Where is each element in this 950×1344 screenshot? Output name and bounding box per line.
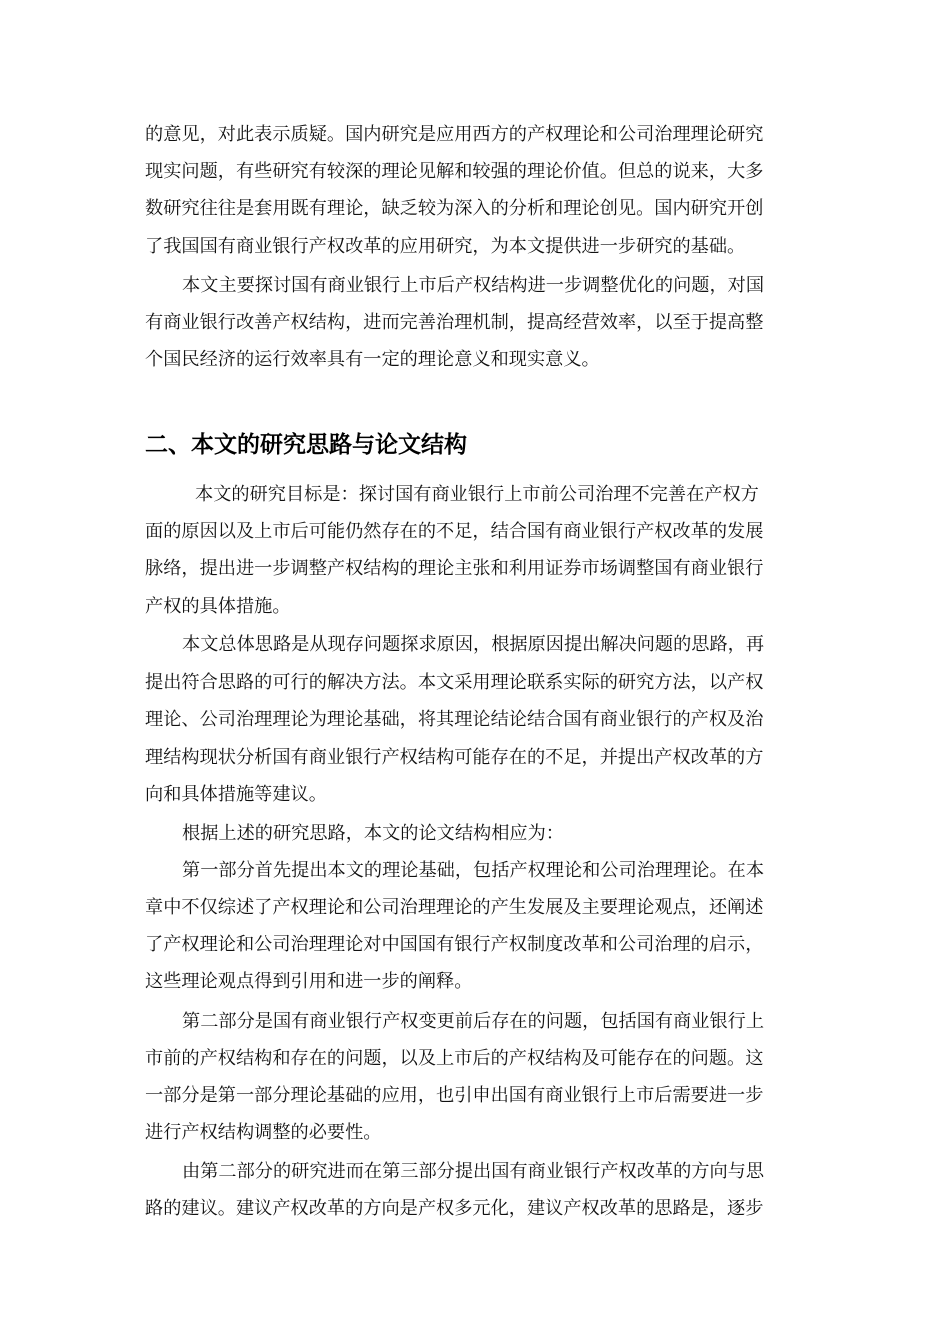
paragraph-line: 进行产权结构调整的必要性。 bbox=[145, 1122, 382, 1143]
paragraph-line: 一部分是第一部分理论基础的应用，也引申出国有商业银行上市后需要进一步 bbox=[145, 1085, 764, 1106]
paragraph-line: 现实问题，有些研究有较深的理论见解和较强的理论价值。但总的说来，大多 bbox=[145, 161, 764, 182]
paragraph-line: 本文总体思路是从现存问题探求原因，根据原因提出解决问题的思路，再 bbox=[182, 634, 765, 655]
paragraph-line: 理结构现状分析国有商业银行产权结构可能存在的不足，并提出产权改革的方 bbox=[145, 747, 764, 768]
paragraph-line: 了产权理论和公司治理理论对中国国有银行产权制度改革和公司治理的启示， bbox=[145, 934, 764, 955]
paragraph-line: 脉络，提出进一步调整产权结构的理论主张和利用证券市场调整国有商业银行 bbox=[145, 558, 764, 579]
paragraph-line: 数研究往往是套用既有理论，缺乏较为深入的分析和理论创见。国内研究开创 bbox=[145, 198, 764, 219]
paragraph-line: 第二部分是国有商业银行产权变更前后存在的问题，包括国有商业银行上 bbox=[182, 1011, 765, 1032]
paragraph-line: 的意见，对此表示质疑。国内研究是应用西方的产权理论和公司治理理论研究 bbox=[145, 124, 764, 145]
paragraph-line: 向和具体措施等建议。 bbox=[145, 784, 327, 805]
paragraph-line: 产权的具体措施。 bbox=[145, 596, 291, 617]
section-heading: 二、本文的研究思路与论文结构 bbox=[145, 432, 467, 458]
paragraph-line: 这些理论观点得到引用和进一步的阐释。 bbox=[145, 971, 473, 992]
paragraph-line: 本文的研究目标是：探讨国有商业银行上市前公司治理不完善在产权方 bbox=[195, 484, 759, 505]
paragraph-line: 路的建议。建议产权改革的方向是产权多元化，建议产权改革的思路是，逐步 bbox=[145, 1198, 764, 1219]
paragraph-line: 本文主要探讨国有商业银行上市后产权结构进一步调整优化的问题，对国 bbox=[182, 275, 765, 296]
paragraph-line: 根据上述的研究思路，本文的论文结构相应为： bbox=[182, 823, 564, 844]
paragraph-line: 提出符合思路的可行的解决方法。本文采用理论联系实际的研究方法，以产权 bbox=[145, 672, 764, 693]
paragraph-line: 面的原因以及上市后可能仍然存在的不足，结合国有商业银行产权改革的发展 bbox=[145, 521, 764, 542]
paragraph-line: 了我国国有商业银行产权改革的应用研究，为本文提供进一步研究的基础。 bbox=[145, 236, 746, 257]
paragraph-line: 有商业银行改善产权结构，进而完善治理机制，提高经营效率，以至于提高整 bbox=[145, 312, 764, 333]
paragraph-line: 由第二部分的研究进而在第三部分提出国有商业银行产权改革的方向与思 bbox=[182, 1161, 765, 1182]
paragraph-line: 市前的产权结构和存在的问题，以及上市后的产权结构及可能存在的问题。这 bbox=[145, 1048, 764, 1069]
paragraph-line: 第一部分首先提出本文的理论基础，包括产权理论和公司治理理论。在本 bbox=[182, 860, 765, 881]
paragraph-line: 理论、公司治理理论为理论基础，将其理论结论结合国有商业银行的产权及治 bbox=[145, 709, 764, 730]
paragraph-line: 章中不仅综述了产权理论和公司治理理论的产生发展及主要理论观点，还阐述 bbox=[145, 897, 764, 918]
paragraph-line: 个国民经济的运行效率具有一定的理论意义和现实意义。 bbox=[145, 349, 600, 370]
